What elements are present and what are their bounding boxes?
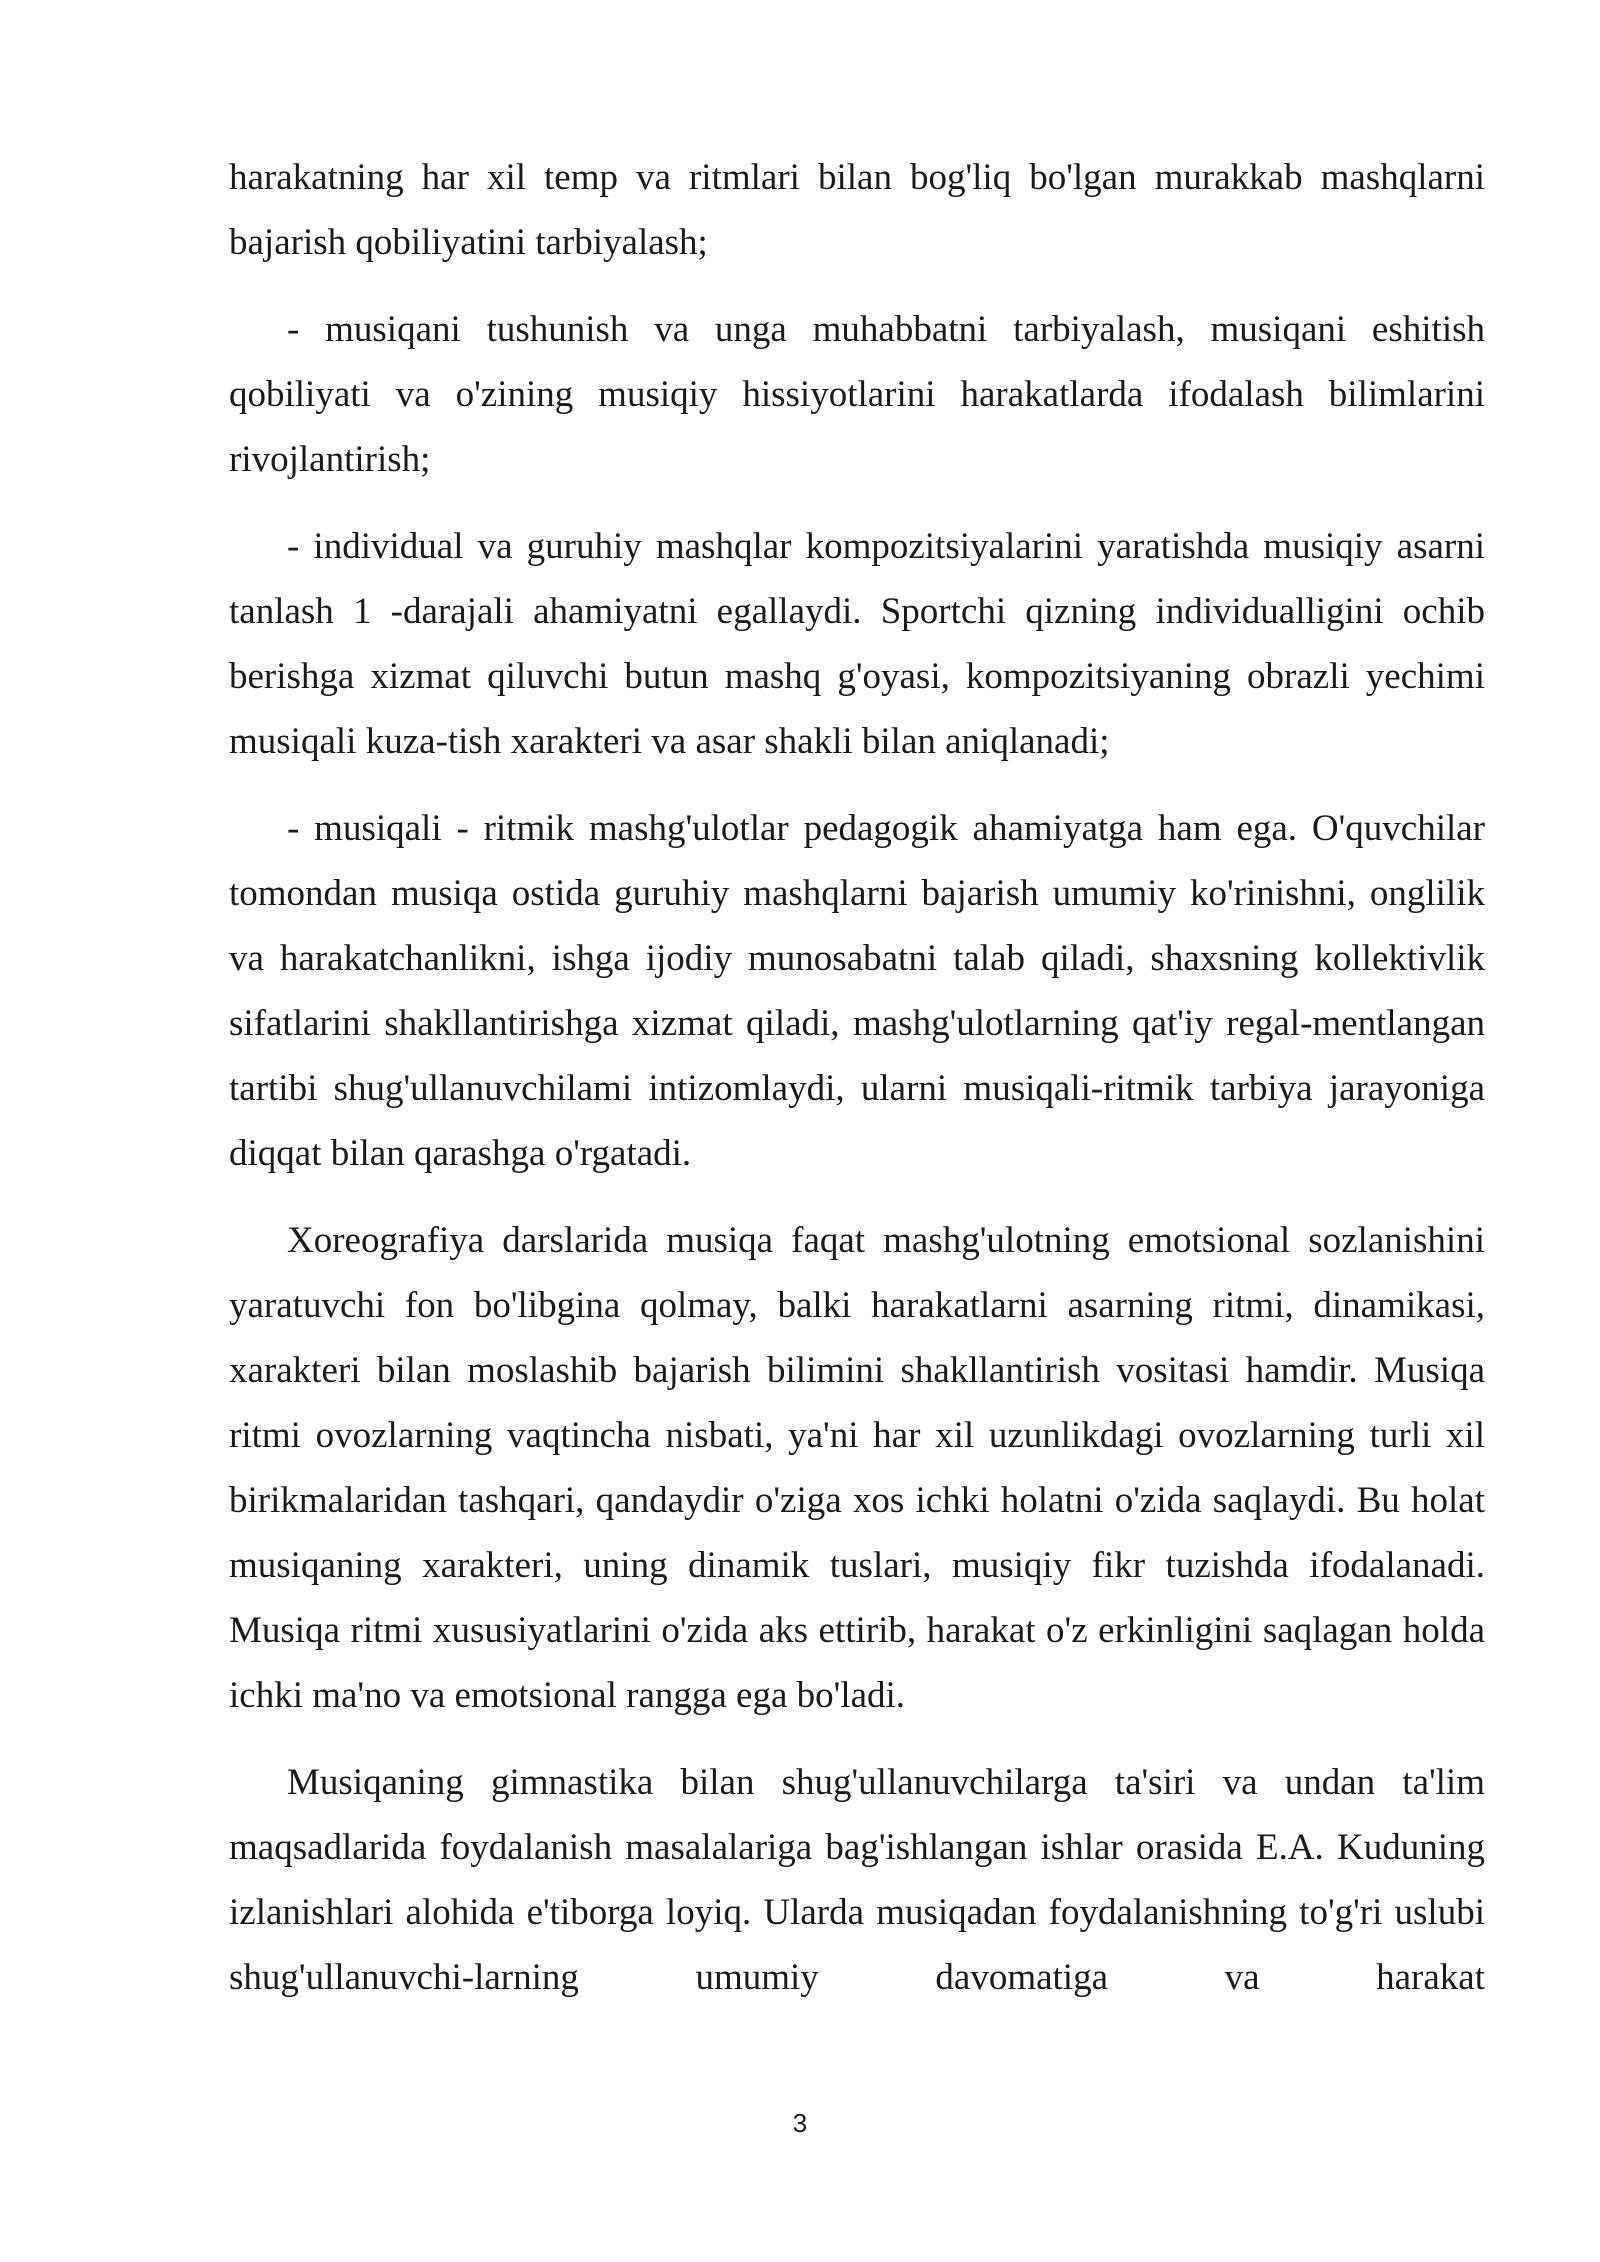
paragraph-list-item: - individual va guruhiy mashqlar kompozitsiyalarini yaratishda musiqiy asarni tanlash 1 -darajali ahamiyatni egallaydi. Sportchi qizning individualligini ochib berishga xizmat qiluvchi butun mashq g'oyasi, kompozitsiyaning obrazli yechimi musiqali kuza-tish xarakteri va asar shakli bilan aniqlanadi; bbox=[229, 526, 1485, 762]
body-text bbox=[229, 145, 1485, 2032]
paragraph-list-item: - musiqani tushunish va unga muhabbatni tarbiyalash, musiqani eshitish qobiliyati va o'zining musiqiy hissiyotlarini harakatlarda ifodalash bilimlarini rivojlantirish; bbox=[229, 309, 1485, 480]
paragraph-list-item: - musiqali - ritmik mashg'ulotlar pedagogik ahamiyatga ham ega. O'quvchilar tomondan musiqa ostida guruhiy mashqlarni bajarish umumiy ko'rinishni, onglilik va harakatchanlikni, ishga ijodiy munosabatni talab qiladi, shaxsning kollektivlik sifatlarini shakllantirishga xizmat qiladi, mashg'ulotlarning qat'iy regal-mentlangan tartibi shug'ullanuvchilami intizomlaydi, ularni musiqali-ritmik tarbiya jarayoniga diqqat bilan qarashga o'rgatadi. bbox=[229, 808, 1485, 1174]
paragraph: Xoreografiya darslarida musiqa faqat mashg'ulotning emotsional sozlanishini yaratuvchi fon bo'libgina qolmay, balki harakatlarni asarning ritmi, dinamikasi, xarakteri bilan moslashib bajarish bilimini shakllantirish vositasi hamdir. Musiqa ritmi ovozlarning vaqtincha nisbati, ya'ni har xil uzunlikdagi ovozlarning turli xil birikmalaridan tashqari, qandaydir o'ziga xos ichki holatni o'zida saqlaydi. Bu holat musiqaning xarakteri, uning dinamik tuslari, musiqiy fikr tuzishda ifodalanadi. Musiqa ritmi xususiyatlarini o'zida aks ettirib, harakat o'z erkinligini saqlagan holda ichki ma'no va emotsional rangga ega bo'ladi. bbox=[229, 1220, 1485, 1716]
paragraph: Musiqaning gimnastika bilan shug'ullanuvchilarga ta'siri va undan ta'lim maqsadlarida foydalanish masalalariga bag'ishlangan ishlar orasida E.A. Kuduning izlanishlari alohida e'tiborga loyiq. Ularda musiqadan foydalanishning to'g'ri uslubi shug'ullanuvchi-larning umumiy davomatiga va harakat bbox=[229, 1762, 1485, 1998]
paragraph-continuation: harakatning har xil temp va ritmlari bilan bog'liq bo'lgan murakkab mashqlarni bajarish qobiliyatini tarbiyalash; bbox=[229, 157, 1485, 263]
page-number: 3 bbox=[792, 2108, 808, 2138]
